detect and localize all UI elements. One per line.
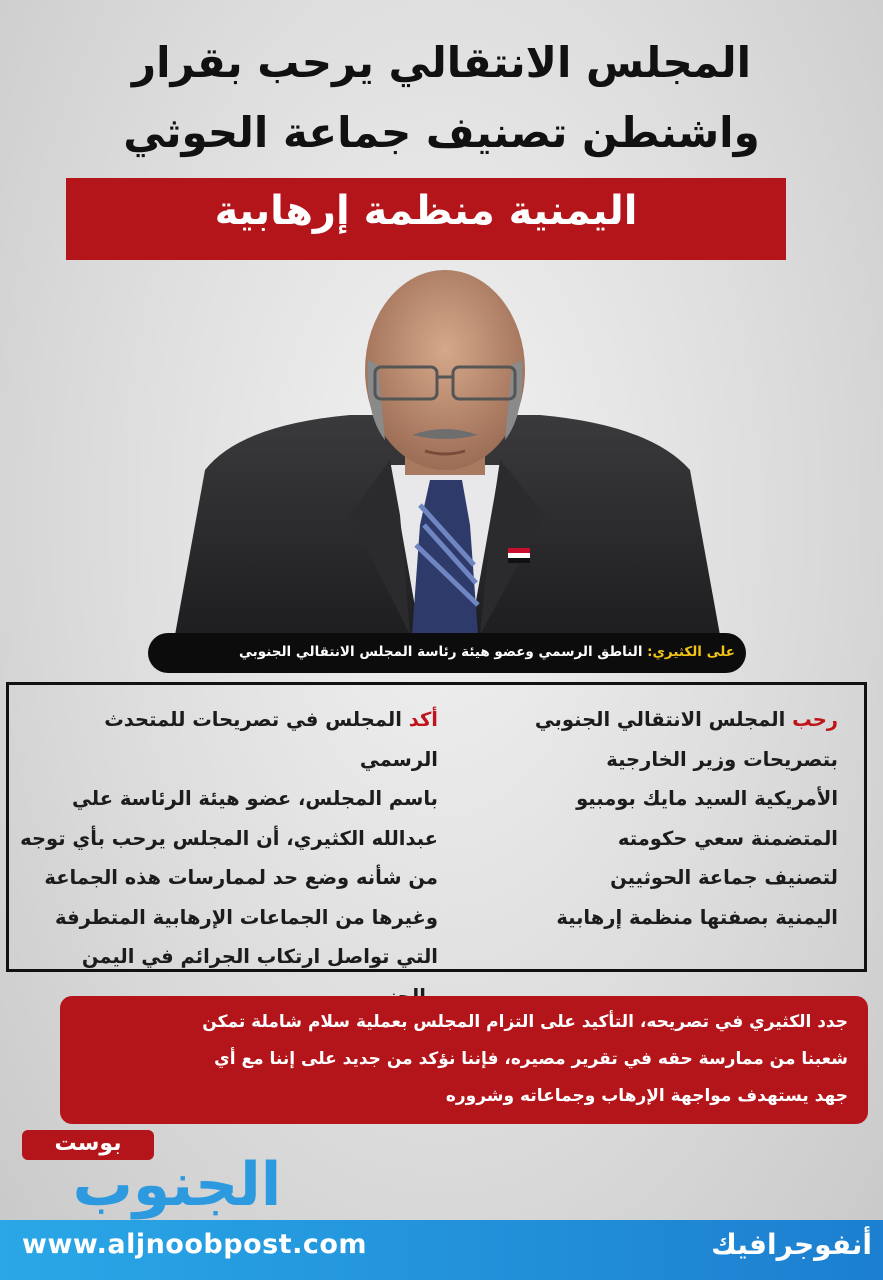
left-line-4: من شأنه وضع حد لممارسات هذه الجماعة xyxy=(44,866,438,889)
speaker-role: الناطق الرسمي وعضو هيئة رئاسة المجلس الانتقالي الجنوبي xyxy=(239,644,643,660)
left-column-text xyxy=(20,700,438,1016)
left-line-3: عبدالله الكثيري، أن المجلس يرحب بأي توجه xyxy=(20,826,438,850)
right-line-6: اليمنية بصفتها منظمة إرهابية xyxy=(556,905,838,929)
emphasis-text xyxy=(80,1004,848,1115)
speaker-portrait xyxy=(0,265,883,635)
right-line-1: رحب المجلس الانتقالي الجنوبي xyxy=(534,708,838,731)
left-line-1: أكد المجلس في تصريحات للمتحدث الرسمي xyxy=(104,708,438,771)
logo-top-word: بوست xyxy=(54,1131,122,1156)
left-lead-word: أكد xyxy=(408,708,438,731)
left-line-5: وغيرها من الجماعات الإرهابية المتطرفة xyxy=(55,905,438,929)
left-line-2: باسم المجلس، عضو هيئة الرئاسة علي xyxy=(72,787,438,810)
right-line-3: الأمريكية السيد مايك بومبيو xyxy=(576,787,838,810)
headline-line-2: واشنطن تصنيف جماعة الحوثي xyxy=(123,108,760,157)
emphasis-line-2: شعبنا من ممارسة حقه في تقرير مصيره، فإننا نؤكد من جديد على إننا مع أي xyxy=(214,1049,848,1069)
infographic-tag: أنفوجرافيك xyxy=(711,1228,872,1261)
right-lead-word: رحب xyxy=(792,708,838,731)
emphasis-line-3: جهد يستهدف مواجهة الإرهاب وجماعاته وشروره xyxy=(445,1086,848,1106)
speaker-caption xyxy=(160,644,735,660)
logo-main-word: الجنوب xyxy=(72,1150,282,1220)
speaker-name: على الكثيري: xyxy=(647,644,735,660)
right-line-5: لتصنيف جماعة الحوثيين xyxy=(610,866,838,889)
right-line-4: المتضمنة سعي حكومته xyxy=(617,826,838,850)
headline-line-1: المجلس الانتقالي يرحب بقرار xyxy=(131,38,752,87)
left-line-6: التي تواصل ارتكاب الجرائم في اليمن xyxy=(81,945,438,968)
headline-line-3: اليمنية منظمة إرهابية xyxy=(214,188,638,234)
right-line-2: بتصريحات وزير الخارجية xyxy=(606,747,838,771)
right-column-text xyxy=(470,700,838,937)
emphasis-line-1: جدد الكثيري في تصريحه، التأكيد على التزام المجلس بعملية سلام شاملة تمكن xyxy=(202,1012,848,1032)
website-link[interactable]: www.aljnoobpost.com xyxy=(22,1229,368,1260)
